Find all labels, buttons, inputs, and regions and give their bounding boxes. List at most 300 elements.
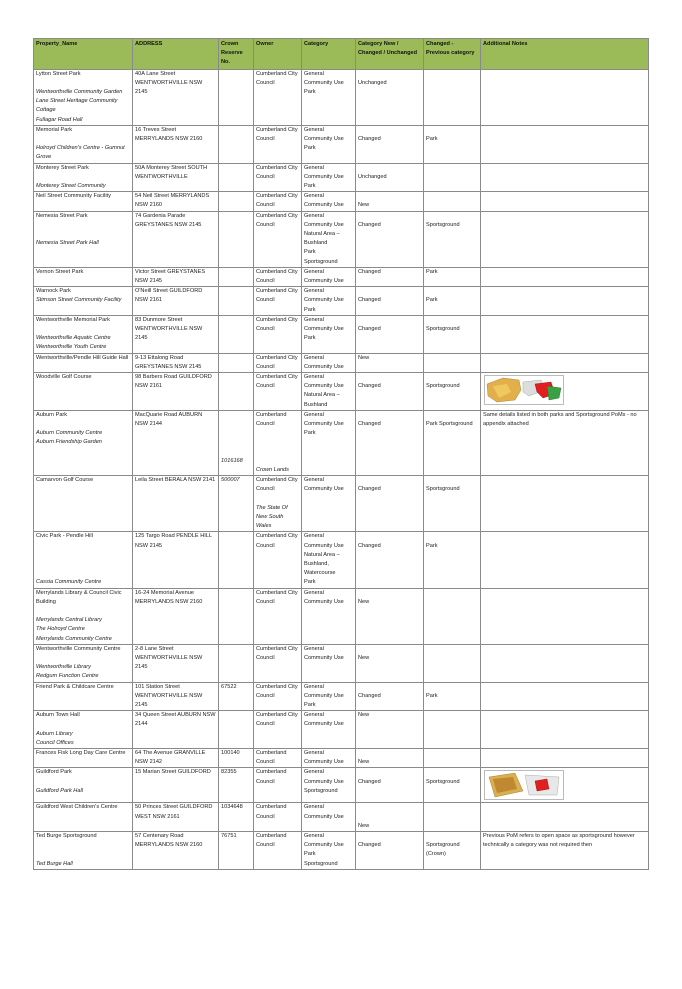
crown-reserve-number: 76751 [221,833,237,840]
category-status-cell [356,803,424,832]
additional-notes [483,749,646,758]
header-category: Category [302,39,356,70]
previous-category [426,164,478,173]
property-name-cell [34,803,133,832]
property-name-cell [34,163,133,192]
address-text: 83 Dunmore Street WENTWORTHVILLE NSW 2145 [135,316,203,342]
table-row [34,267,649,286]
facility-name: Monterey Street Community [36,183,106,189]
owner-cell [254,353,302,372]
facility-name: Council Offices [36,739,74,746]
property-name: Wentworthville Memorial Park [36,316,110,323]
facility-name: Ted Burge Hall [36,860,73,867]
address-text: Victor Street GREYSTANES NSW 2145 [135,268,206,285]
address-cell [133,749,219,768]
category-status: Changed [358,842,381,849]
previous-category-cell [424,192,481,211]
owner-cell [254,410,302,475]
category-status-cell [356,476,424,532]
table-row [34,768,649,803]
facility-name: Wentworthville Youth Centre [36,344,107,351]
property-name-cell [34,410,133,475]
property-name-cell [34,711,133,749]
additional-notes: Same details listed in both parks and Sportsground PoMs - no appendix attached [483,411,637,428]
property-name: Wentworthville/Pendle Hill Guide Hall [36,354,129,361]
crown-reserve-number [221,354,251,363]
crown-reserve-number [221,164,251,173]
facility-name: Wentworthville Library [36,664,91,671]
category-status-cell [356,125,424,163]
address-text: 101 Station Street WENTWORTHVILLE NSW 2145 [135,683,203,709]
address-text: 57 Centenary Road MERRYLANDS NSW 2160 [135,833,203,849]
facility-name: Wentworthville Community Garden [36,89,123,95]
header-property-name: Property_Name [34,39,133,70]
property-name: Auburn Park [36,411,68,418]
category-item: Park [304,335,316,342]
site-map-icon [484,375,564,405]
additional-notes-cell [481,69,649,125]
owner-cell [254,125,302,163]
category-item: Natural Area – Bushland, Watercourse [304,551,340,577]
additional-notes-cell [481,644,649,682]
owner-cell [254,211,302,267]
category-item: General Community Use [304,645,344,662]
previous-category: Park Sportsground [426,421,473,428]
facility-name: Auburn Community Centre [36,430,103,437]
additional-notes [483,192,646,201]
category-status-cell [356,749,424,768]
category-status: Changed [358,421,381,428]
owner-cell [254,163,302,192]
property-name-cell [34,682,133,711]
owner-text: Cumberland City Council [256,354,298,370]
previous-category: Park [426,692,438,699]
crown-reserve-number [221,589,251,598]
address-cell [133,211,219,267]
address-cell [133,803,219,832]
facility-name: Auburn Friendship Garden [36,439,102,446]
address-text: 16 Treves Street MERRYLANDS NSW 2160 [135,126,203,143]
owner-cell [254,711,302,749]
category-item: General Community Use [304,750,344,766]
crown-reserve-number [221,192,251,201]
additional-notes [483,803,646,812]
crown-reserve-number [221,212,251,221]
header-additional-notes: Additional Notes [481,39,649,70]
category-cell [302,287,356,316]
crown-reserve-cell [219,749,254,768]
category-cell [302,69,356,125]
category-item: Park [304,851,316,858]
category-item: General Community Use [304,769,344,785]
category-item: General Community Use [304,212,344,228]
header-previous-category: Changed - Previous category [424,39,481,70]
table-row [34,287,649,316]
address-text: Leila Street BERALA NSW 2141 [135,477,216,484]
header-category-status: Category New / Changed / Unchanged [356,39,424,70]
owner-cell [254,192,302,211]
property-name-cell [34,69,133,125]
category-cell [302,682,356,711]
previous-category [426,354,478,363]
property-name-cell [34,532,133,588]
previous-category-cell [424,353,481,372]
owner-text: Cumberland Council [256,804,287,820]
category-status: New [358,712,370,719]
previous-category-cell [424,69,481,125]
owner-text: Cumberland Council [256,769,287,785]
crown-reserve-number: 82355 [221,769,237,776]
crown-reserve-number [221,711,251,720]
additional-notes-cell [481,353,649,372]
additional-notes-cell [481,588,649,644]
additional-notes [483,711,646,720]
owner-text: Cumberland Council [256,411,287,428]
additional-notes [483,70,646,79]
category-item: General Community Use [304,193,344,209]
additional-notes-cell [481,682,649,711]
previous-category-cell [424,832,481,870]
owner-cell [254,315,302,353]
additional-notes [483,589,646,598]
table-row [34,211,649,267]
crown-reserve-number [221,70,251,79]
category-item: General Community Use [304,804,344,820]
crown-reserve-number: 67522 [221,683,237,690]
address-cell [133,125,219,163]
category-item: Sportsground [304,787,338,794]
category-cell [302,749,356,768]
additional-notes-cell [481,532,649,588]
address-cell [133,410,219,475]
facility-name: The Holroyd Centre [36,626,85,633]
address-cell [133,588,219,644]
crown-reserve-number: 500007 [221,477,240,484]
additional-notes [483,683,646,692]
previous-category-cell [424,711,481,749]
crown-reserve-cell [219,373,254,411]
category-item: Park [304,249,316,256]
crown-reserve-number [221,126,251,135]
header-crown-reserve: Crown Reserve No. [219,39,254,70]
category-item: Park [304,306,316,313]
address-cell [133,315,219,353]
property-name: Warnock Park [36,288,71,295]
previous-category-cell [424,315,481,353]
address-text: 40A Lane Street WENTWORTHVILLE NSW 2145 [135,70,203,96]
category-item: General Community Use [304,126,344,143]
property-name: Guildford West Children's Centre [36,804,118,811]
address-text: 50 Princes Street GUILDFORD WEST NSW 2161 [135,804,213,820]
crown-reserve-cell [219,315,254,353]
category-item: Park [304,145,316,152]
crown-reserve-number [221,645,251,654]
facility-name: Wentworthville Aquatic Centre [36,335,111,342]
address-cell [133,192,219,211]
previous-category: Sportsground [426,486,460,493]
category-cell [302,373,356,411]
crown-reserve-cell [219,211,254,267]
additional-notes [483,164,646,173]
property-name-cell [34,644,133,682]
additional-notes-cell [481,125,649,163]
category-status: Unchanged [358,173,387,180]
category-status: Changed [358,542,381,549]
owner-cell [254,644,302,682]
previous-category-cell [424,125,481,163]
additional-notes-cell [481,476,649,532]
owner-text: Cumberland City Council [256,316,298,333]
additional-notes-cell [481,211,649,267]
category-status: New [358,655,370,662]
table-row [34,163,649,192]
property-name-cell [34,832,133,870]
property-name: Nemesia Street Park [36,212,88,219]
category-item: General Community Use [304,683,344,699]
owner-text: Cumberland City Council [256,533,298,549]
previous-category: Sportsground [426,221,460,228]
category-status-cell [356,711,424,749]
previous-category: Sportsground (Crown) [426,842,460,858]
facility-name: Merrylands Central Library [36,617,102,624]
address-cell [133,644,219,682]
category-cell [302,163,356,192]
category-status: Unchanged [358,79,387,86]
owner-text: Cumberland City Council [256,683,298,699]
address-text: 9-13 Ettalong Road GREYSTANES NSW 2145 [135,354,202,370]
address-cell [133,267,219,286]
category-item: General Community Use [304,477,344,493]
property-name-cell [34,476,133,532]
category-status-cell [356,373,424,411]
category-item: General Community Use [304,533,344,549]
category-cell [302,832,356,870]
previous-category-cell [424,644,481,682]
additional-notes-cell [481,315,649,353]
additional-notes-cell [481,711,649,749]
property-name: Woodville Golf Course [36,374,92,381]
owner-cell [254,69,302,125]
previous-category-cell [424,768,481,803]
address-text: 16-24 Memorial Avenue MERRYLANDS NSW 2160 [135,589,203,605]
previous-category-cell [424,267,481,286]
facility-name: Redgum Function Centre [36,673,99,680]
category-status-cell [356,315,424,353]
address-cell [133,476,219,532]
category-status-cell [356,682,424,711]
owner-extra: Crown Lands [256,467,289,474]
category-status-cell [356,768,424,803]
category-status: New [358,202,370,209]
category-status: New [358,354,370,361]
property-name: Memorial Park [36,126,73,133]
address-cell [133,711,219,749]
facility-name: Cassia Community Centre [36,579,102,586]
property-name: Civic Park - Pendle Hill [36,533,93,540]
category-item: Park [304,430,316,437]
category-status-cell [356,287,424,316]
category-status: New [358,822,370,829]
category-cell [302,267,356,286]
previous-category-cell [424,476,481,532]
address-text: 74 Gardenia Parade GREYSTANES NSW 2145 [135,212,202,228]
address-cell [133,532,219,588]
previous-category-cell [424,211,481,267]
category-item: General Community Use [304,374,344,390]
property-name: Auburn Town Hall [36,712,80,719]
property-name-cell [34,768,133,803]
address-text: O'Neill Street GUILDFORD NSW 2161 [135,288,203,304]
category-cell [302,532,356,588]
category-item: Park [304,89,316,96]
category-status: Changed [358,297,381,304]
category-status: Changed [358,136,381,142]
previous-category [426,803,478,812]
category-cell [302,588,356,644]
table-row [34,373,649,411]
additional-notes-cell [481,373,649,411]
owner-text: Cumberland City Council [256,477,298,493]
category-cell [302,315,356,353]
additional-notes [483,532,646,541]
previous-category-cell [424,163,481,192]
category-status-cell [356,192,424,211]
table-row [34,192,649,211]
crown-reserve-cell [219,832,254,870]
previous-category-cell [424,373,481,411]
property-name-cell [34,211,133,267]
category-item: General Community Use [304,354,344,370]
address-text: 34 Queen Street AUBURN NSW 2144 [135,712,216,728]
property-name: Friend Park & Childcare Centre [36,683,114,690]
additional-notes-cell [481,768,649,803]
address-cell [133,768,219,803]
owner-text: Cumberland Council [256,833,287,849]
table-row [34,832,649,870]
category-item: General Community Use [304,316,344,333]
property-name: Frances Fisk Long Day Care Centre [36,750,126,757]
additional-notes-cell [481,267,649,286]
category-item: General Community Use [304,288,344,304]
crown-reserve-cell [219,287,254,316]
category-status: Changed [358,383,381,390]
crown-reserve-cell [219,69,254,125]
previous-category-cell [424,588,481,644]
additional-notes [483,268,646,277]
category-status-cell [356,69,424,125]
category-status: Changed [358,778,381,785]
header-owner: Owner [254,39,302,70]
crown-reserve-number [221,268,251,277]
category-status-cell [356,588,424,644]
crown-reserve-cell [219,267,254,286]
additional-notes [483,645,646,654]
category-status-cell [356,832,424,870]
property-name: Ted Burge Sportsground [36,833,97,840]
category-status-cell [356,644,424,682]
crown-reserve-cell [219,476,254,532]
category-cell [302,476,356,532]
owner-text: Cumberland City Council [256,164,298,180]
table-row [34,125,649,163]
owner-text: Cumberland City Council [256,70,298,86]
previous-category-cell [424,803,481,832]
previous-category [426,749,478,758]
property-name: Guildford Park [36,769,72,776]
table-row [34,682,649,711]
property-name: Wentworthville Community Centre [36,645,121,652]
previous-category: Park [426,136,438,142]
crown-reserve-number: 100140 [221,750,240,757]
additional-notes-cell [481,287,649,316]
previous-category [426,645,478,654]
crown-reserve-cell [219,711,254,749]
previous-category-cell [424,410,481,475]
table-row [34,749,649,768]
category-item: General Community Use [304,833,344,849]
table-row [34,476,649,532]
crown-reserve-cell [219,682,254,711]
facility-name: Auburn Library [36,730,73,737]
facility-name: Lane Street Heritage Community Cottage [36,98,118,114]
table-header-row [34,39,649,70]
table-row [34,353,649,372]
address-text: 54 Neil Street MERRYLANDS NSW 2160 [135,193,210,209]
crown-reserve-cell [219,588,254,644]
crown-reserve-number: 1034648 [221,804,243,811]
address-cell [133,287,219,316]
property-name-cell [34,588,133,644]
owner-cell [254,373,302,411]
address-text: 15 Marian Street GUILDFORD [135,769,211,776]
category-cell [302,803,356,832]
address-text: MacQuarie Road AUBURN NSW 2144 [135,411,203,428]
owner-text: Cumberland City Council [256,645,298,662]
crown-reserve-cell [219,410,254,475]
category-status: New [358,598,370,605]
crown-reserve-number [221,532,251,541]
additional-notes: Previous PoM refers to open space as sportsground however technically a category was not required then [483,833,635,849]
address-text: 50A Monterey Street SOUTH WENTWORTHVILLE [135,164,208,180]
additional-notes-cell [481,163,649,192]
additional-notes [483,316,646,325]
owner-cell [254,532,302,588]
previous-category [426,711,478,720]
category-item: General Community Use [304,411,344,428]
table-row [34,315,649,353]
property-name: Neil Street Community Facility [36,193,111,200]
additional-notes [483,354,646,363]
category-item: General Community Use [304,164,344,180]
crown-reserve-number [221,316,251,325]
facility-name: Holroyd Children's Centre - Gumnut Grove [36,145,125,161]
owner-text: Cumberland City Council [256,193,298,209]
category-status-cell [356,267,424,286]
previous-category [426,70,478,79]
property-name: Camarvon Golf Course [36,477,94,484]
additional-notes [483,287,646,296]
facility-name: Fullagar Road Hall [36,116,83,123]
owner-cell [254,588,302,644]
crown-reserve-cell [219,803,254,832]
address-text: 64 The Avenue GRANVILLE NSW 2142 [135,750,206,766]
category-item: Sportsground [304,860,338,867]
category-item: General Community Use [304,268,344,285]
category-cell [302,644,356,682]
property-name-cell [34,373,133,411]
crown-reserve-number [221,287,251,296]
property-name: Lytton Street Park [36,70,81,77]
